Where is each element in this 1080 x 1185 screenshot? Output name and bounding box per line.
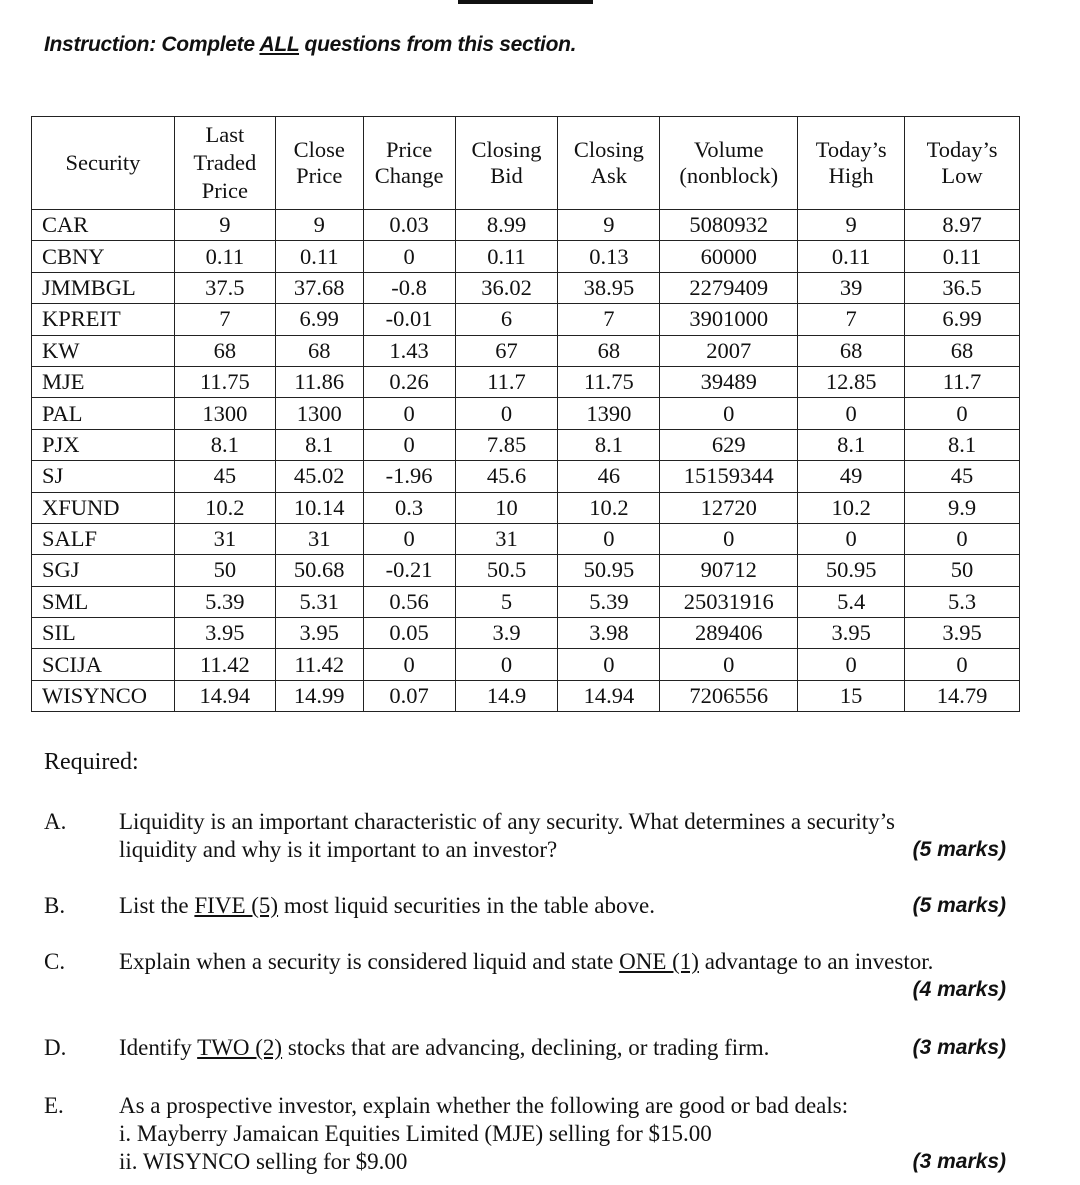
table-row bbox=[32, 649, 1020, 680]
table-row bbox=[32, 461, 1020, 492]
table-cell: 31 bbox=[174, 523, 275, 554]
table-cell: 0 bbox=[798, 649, 905, 680]
table-row bbox=[32, 492, 1020, 523]
table-cell: 3.95 bbox=[798, 618, 905, 649]
table-cell: 0 bbox=[798, 398, 905, 429]
table-cell: 0 bbox=[905, 649, 1020, 680]
table-cell: 68 bbox=[275, 335, 363, 366]
table-cell: 10.2 bbox=[798, 492, 905, 523]
table-cell: 39 bbox=[798, 272, 905, 303]
table-cell: 36.02 bbox=[455, 272, 558, 303]
table-cell: 68 bbox=[558, 335, 660, 366]
security-symbol-cell: JMMBGL bbox=[32, 272, 175, 303]
question-emphasis: ONE (1) bbox=[619, 949, 699, 974]
table-cell: 0 bbox=[905, 398, 1020, 429]
table-cell: 0.07 bbox=[363, 680, 455, 711]
column-header: Today’s Low bbox=[905, 117, 1020, 210]
table-cell: 50 bbox=[174, 555, 275, 586]
table-cell: 0.3 bbox=[363, 492, 455, 523]
question-text: advantage to an investor. bbox=[698, 949, 934, 974]
table-cell: 0 bbox=[660, 398, 798, 429]
table-cell: 9 bbox=[558, 210, 660, 241]
table-cell: 6.99 bbox=[905, 304, 1020, 335]
table-cell: 7 bbox=[174, 304, 275, 335]
question-d bbox=[44, 1034, 1006, 1062]
table-cell: 9 bbox=[275, 210, 363, 241]
table-cell: 8.1 bbox=[798, 429, 905, 460]
table-cell: 15 bbox=[798, 680, 905, 711]
table-cell: 0.11 bbox=[275, 241, 363, 272]
security-symbol-cell: XFUND bbox=[32, 492, 175, 523]
column-header: Price Change bbox=[363, 117, 455, 210]
question-text: List the bbox=[119, 893, 195, 918]
table-cell: 0 bbox=[798, 523, 905, 554]
table-cell: 45.6 bbox=[455, 461, 558, 492]
table-cell: 289406 bbox=[660, 618, 798, 649]
table-cell: 5.39 bbox=[174, 586, 275, 617]
table-cell: 5.3 bbox=[905, 586, 1020, 617]
table-cell: 36.5 bbox=[905, 272, 1020, 303]
table-cell: 10.2 bbox=[174, 492, 275, 523]
table-cell: 9 bbox=[798, 210, 905, 241]
table-cell: 6 bbox=[455, 304, 558, 335]
table-cell: 6.99 bbox=[275, 304, 363, 335]
table-row bbox=[32, 523, 1020, 554]
table-cell: 15159344 bbox=[660, 461, 798, 492]
table-cell: 50.5 bbox=[455, 555, 558, 586]
table-cell: 10.2 bbox=[558, 492, 660, 523]
column-header: Today’s High bbox=[798, 117, 905, 210]
table-cell: 5.4 bbox=[798, 586, 905, 617]
table-row bbox=[32, 366, 1020, 397]
table-row bbox=[32, 304, 1020, 335]
question-text: liquidity and why is it important to an investor? bbox=[119, 837, 558, 862]
question-text: stocks that are advancing, declining, or trading firm. bbox=[282, 1035, 770, 1060]
question-marks: (3 marks) bbox=[912, 1150, 1006, 1173]
table-cell: -1.96 bbox=[363, 461, 455, 492]
table-cell: 0 bbox=[363, 429, 455, 460]
table-cell: 0.03 bbox=[363, 210, 455, 241]
table-cell: 37.68 bbox=[275, 272, 363, 303]
table-cell: 3.95 bbox=[905, 618, 1020, 649]
table-cell: 68 bbox=[905, 335, 1020, 366]
table-cell: 7 bbox=[558, 304, 660, 335]
table-cell: 14.94 bbox=[558, 680, 660, 711]
table-cell: 31 bbox=[275, 523, 363, 554]
table-cell: 25031916 bbox=[660, 586, 798, 617]
table-row bbox=[32, 335, 1020, 366]
required-heading: Required: bbox=[44, 749, 139, 775]
table-cell: 0 bbox=[558, 523, 660, 554]
question-letter: B. bbox=[44, 893, 66, 918]
question-marks: (3 marks) bbox=[912, 1036, 1006, 1059]
security-symbol-cell: SCIJA bbox=[32, 649, 175, 680]
column-header: Volume (nonblock) bbox=[660, 117, 798, 210]
table-cell: 5 bbox=[455, 586, 558, 617]
table-cell: 629 bbox=[660, 429, 798, 460]
question-c bbox=[44, 948, 1006, 1004]
table-cell: 11.42 bbox=[275, 649, 363, 680]
table-cell: 8.99 bbox=[455, 210, 558, 241]
security-symbol-cell: SIL bbox=[32, 618, 175, 649]
security-symbol-cell: WISYNCO bbox=[32, 680, 175, 711]
table-cell: 1300 bbox=[275, 398, 363, 429]
table-cell: 9 bbox=[174, 210, 275, 241]
table-cell: 0.11 bbox=[174, 241, 275, 272]
question-text: Explain when a security is considered liquid and state bbox=[119, 949, 620, 974]
instruction-emphasis: ALL bbox=[259, 33, 300, 56]
table-cell: 11.42 bbox=[174, 649, 275, 680]
question-text: most liquid securities in the table above. bbox=[278, 893, 655, 918]
table-cell: 11.75 bbox=[174, 366, 275, 397]
column-header: Close Price bbox=[275, 117, 363, 210]
table-cell: 38.95 bbox=[558, 272, 660, 303]
table-cell: 60000 bbox=[660, 241, 798, 272]
table-cell: 12720 bbox=[660, 492, 798, 523]
table-cell: 10.14 bbox=[275, 492, 363, 523]
table-cell: 3.95 bbox=[275, 618, 363, 649]
question-text: Identify bbox=[119, 1035, 198, 1060]
table-row bbox=[32, 555, 1020, 586]
table-cell: 45.02 bbox=[275, 461, 363, 492]
table-cell: 0 bbox=[905, 523, 1020, 554]
security-symbol-cell: KW bbox=[32, 335, 175, 366]
table-cell: 0 bbox=[660, 649, 798, 680]
security-symbol-cell: CBNY bbox=[32, 241, 175, 272]
table-cell: 37.5 bbox=[174, 272, 275, 303]
table-cell: 0.13 bbox=[558, 241, 660, 272]
table-cell: 9.9 bbox=[905, 492, 1020, 523]
table-cell: 7206556 bbox=[660, 680, 798, 711]
table-cell: 68 bbox=[798, 335, 905, 366]
instruction-suffix: questions from this section. bbox=[299, 33, 577, 56]
question-emphasis: FIVE (5) bbox=[194, 893, 279, 918]
question-a bbox=[44, 808, 1006, 864]
table-cell: 12.85 bbox=[798, 366, 905, 397]
table-cell: 3.9 bbox=[455, 618, 558, 649]
question-letter: C. bbox=[44, 949, 66, 974]
table-cell: 39489 bbox=[660, 366, 798, 397]
question-b bbox=[44, 892, 1006, 920]
table-cell: 10 bbox=[455, 492, 558, 523]
table-cell: 45 bbox=[174, 461, 275, 492]
table-cell: 11.75 bbox=[558, 366, 660, 397]
table-cell: 7.85 bbox=[455, 429, 558, 460]
table-cell: 0 bbox=[558, 649, 660, 680]
question-letter: E. bbox=[44, 1093, 64, 1118]
table-cell: 7 bbox=[798, 304, 905, 335]
table-cell: 2279409 bbox=[660, 272, 798, 303]
table-cell: 49 bbox=[798, 461, 905, 492]
table-cell: 0.11 bbox=[905, 241, 1020, 272]
question-marks: (5 marks) bbox=[912, 838, 1006, 861]
security-symbol-cell: PJX bbox=[32, 429, 175, 460]
table-row bbox=[32, 241, 1020, 272]
table-cell: 31 bbox=[455, 523, 558, 554]
table-row bbox=[32, 680, 1020, 711]
table-cell: 0 bbox=[363, 241, 455, 272]
table-cell: 67 bbox=[455, 335, 558, 366]
top-rule bbox=[458, 0, 593, 4]
table-cell: 14.99 bbox=[275, 680, 363, 711]
question-marks: (4 marks) bbox=[912, 978, 1006, 1001]
question-e bbox=[44, 1092, 1006, 1176]
table-cell: 0.11 bbox=[798, 241, 905, 272]
question-subitem: i. Mayberry Jamaican Equities Limited (MJE) selling for $15.00 bbox=[119, 1121, 712, 1146]
table-cell: 3.98 bbox=[558, 618, 660, 649]
column-header: Last Traded Price bbox=[174, 117, 275, 210]
table-cell: 45 bbox=[905, 461, 1020, 492]
table-cell: 0.56 bbox=[363, 586, 455, 617]
table-cell: 0.05 bbox=[363, 618, 455, 649]
table-cell: 14.9 bbox=[455, 680, 558, 711]
table-cell: 0 bbox=[363, 649, 455, 680]
table-cell: 0.26 bbox=[363, 366, 455, 397]
table-cell: 3.95 bbox=[174, 618, 275, 649]
table-row bbox=[32, 618, 1020, 649]
table-cell: 5.39 bbox=[558, 586, 660, 617]
table-cell: 0 bbox=[455, 649, 558, 680]
securities-table bbox=[31, 116, 1020, 712]
table-row bbox=[32, 210, 1020, 241]
column-header: Security bbox=[32, 117, 175, 210]
table-cell: 50 bbox=[905, 555, 1020, 586]
table-cell: -0.01 bbox=[363, 304, 455, 335]
table-cell: -0.21 bbox=[363, 555, 455, 586]
table-cell: 50.95 bbox=[798, 555, 905, 586]
table-cell: 8.1 bbox=[558, 429, 660, 460]
security-symbol-cell: SML bbox=[32, 586, 175, 617]
table-cell: 90712 bbox=[660, 555, 798, 586]
table-cell: 0 bbox=[455, 398, 558, 429]
instruction-prefix: Instruction: Complete bbox=[44, 33, 260, 56]
table-cell: 8.1 bbox=[174, 429, 275, 460]
security-symbol-cell: SJ bbox=[32, 461, 175, 492]
table-cell: 1300 bbox=[174, 398, 275, 429]
security-symbol-cell: PAL bbox=[32, 398, 175, 429]
table-cell: 50.95 bbox=[558, 555, 660, 586]
table-cell: 46 bbox=[558, 461, 660, 492]
question-letter: A. bbox=[44, 809, 67, 834]
security-symbol-cell: KPREIT bbox=[32, 304, 175, 335]
table-cell: 68 bbox=[174, 335, 275, 366]
table-cell: 8.1 bbox=[905, 429, 1020, 460]
table-cell: 50.68 bbox=[275, 555, 363, 586]
table-cell: 1390 bbox=[558, 398, 660, 429]
security-symbol-cell: SALF bbox=[32, 523, 175, 554]
question-letter: D. bbox=[44, 1035, 67, 1060]
table-cell: 11.7 bbox=[905, 366, 1020, 397]
column-header: Closing Ask bbox=[558, 117, 660, 210]
table-cell: 11.86 bbox=[275, 366, 363, 397]
table-cell: -0.8 bbox=[363, 272, 455, 303]
security-symbol-cell: CAR bbox=[32, 210, 175, 241]
table-cell: 1.43 bbox=[363, 335, 455, 366]
table-cell: 8.97 bbox=[905, 210, 1020, 241]
question-subitem: ii. WISYNCO selling for $9.00 bbox=[119, 1149, 408, 1174]
table-cell: 8.1 bbox=[275, 429, 363, 460]
table-cell: 0 bbox=[660, 523, 798, 554]
table-cell: 0 bbox=[363, 523, 455, 554]
instruction-line bbox=[44, 33, 576, 57]
table-cell: 5080932 bbox=[660, 210, 798, 241]
question-emphasis: TWO (2) bbox=[197, 1035, 283, 1060]
table-cell: 3901000 bbox=[660, 304, 798, 335]
question-text: As a prospective investor, explain whether the following are good or bad deals: bbox=[119, 1093, 849, 1118]
table-body bbox=[32, 210, 1020, 712]
table-cell: 0 bbox=[363, 398, 455, 429]
table-header-row bbox=[32, 117, 1020, 210]
table-cell: 0.11 bbox=[455, 241, 558, 272]
question-marks: (5 marks) bbox=[912, 894, 1006, 917]
table-row bbox=[32, 586, 1020, 617]
table-cell: 14.79 bbox=[905, 680, 1020, 711]
table-cell: 2007 bbox=[660, 335, 798, 366]
question-text: Liquidity is an important characteristic of any security. What determines a security’s bbox=[119, 809, 896, 834]
table-row bbox=[32, 398, 1020, 429]
table-row bbox=[32, 272, 1020, 303]
table-cell: 14.94 bbox=[174, 680, 275, 711]
table-cell: 5.31 bbox=[275, 586, 363, 617]
column-header: Closing Bid bbox=[455, 117, 558, 210]
security-symbol-cell: MJE bbox=[32, 366, 175, 397]
security-symbol-cell: SGJ bbox=[32, 555, 175, 586]
table-row bbox=[32, 429, 1020, 460]
table-cell: 11.7 bbox=[455, 366, 558, 397]
